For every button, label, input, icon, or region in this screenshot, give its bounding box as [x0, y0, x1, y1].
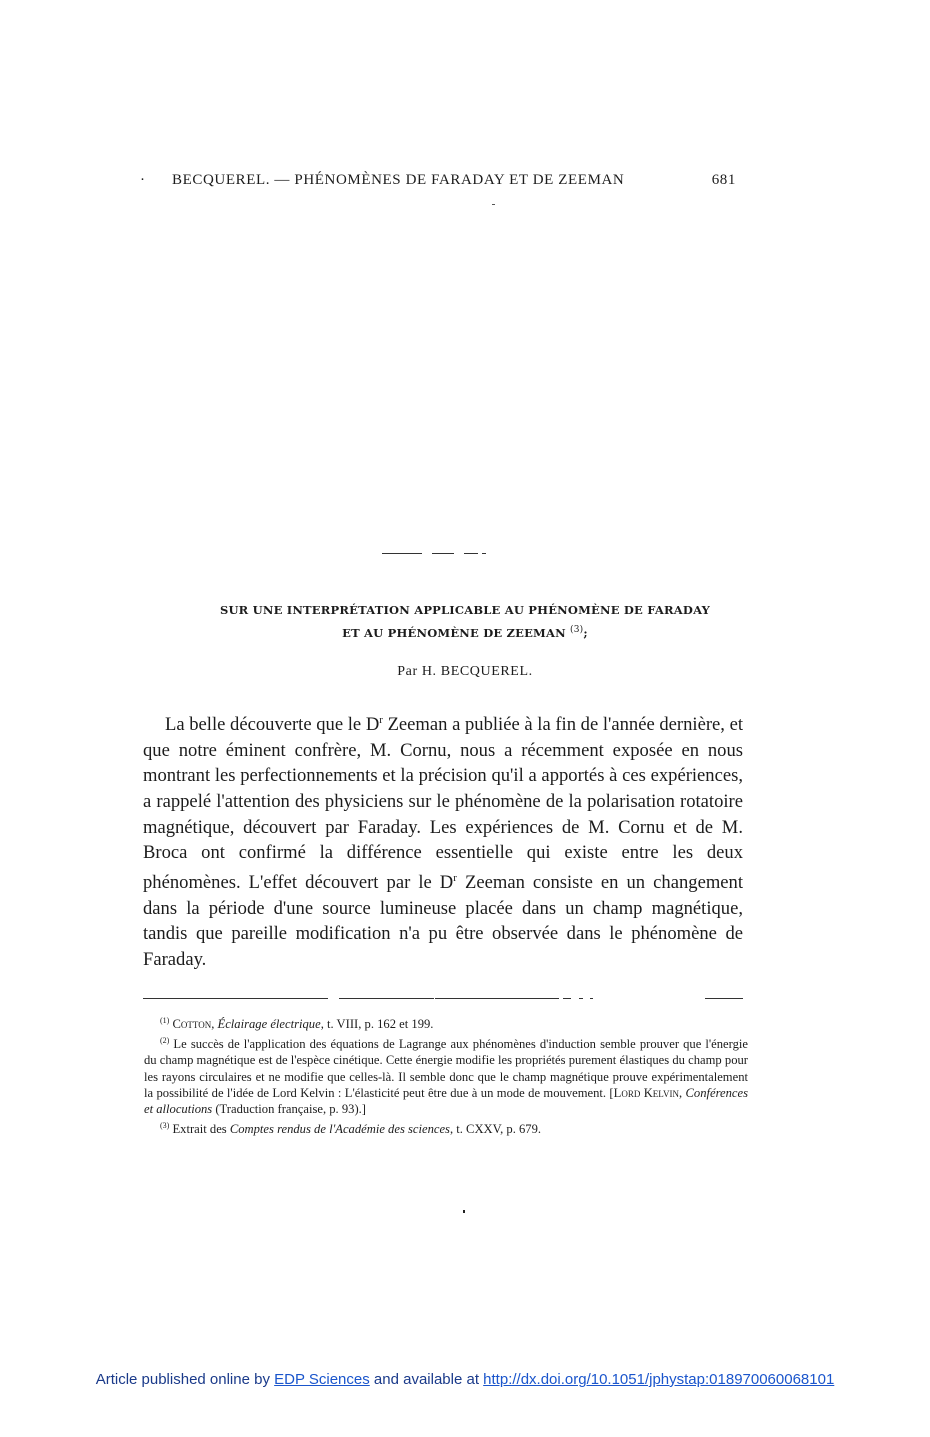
body-part-2: Zeeman a publiée à la fin de l'année dernière, et que notre éminent confrère, M. Cornu, nous a récemment exposée en nous montrant les perfectionnements et la précision qu'il a apportés à ces expériences, a rappelé l'attention des physiciens sur le phénomène de la polarisation rotatoire magnétique, découvert par Faraday. Les expériences de M. Cornu et de M. Broca ont confirmé la différence essentielle qui existe entre les deux phénomènes. L'effet découvert par le D — [143, 714, 743, 893]
article-title-line-2-text: ET AU PHÉNOMÈNE DE ZEEMAN — [342, 625, 566, 640]
footnote-1: $^{(1)}$ Cotton, Éclairage électrique, t. VIII, p. 162 et 199. — [160, 1016, 434, 1032]
body-sup-1: r — [379, 714, 383, 726]
footnote-3 — [160, 1118, 748, 1138]
footnote-2-work: Conférences et allocutions — [144, 1086, 749, 1117]
footnotes — [144, 1013, 749, 1137]
footnote-3-mark: (3) — [160, 1120, 170, 1130]
body-part-3: Zeeman consiste en un changement dans la période d'une source lumineuse placée dans un champ magnétique, tandis que pareille modification n'a pu être observée dans le phénomène de Faraday. — [143, 871, 743, 970]
article-title-line-1: SUR UNE INTERPRÉTATION APPLICABLE AU PHÉNOMÈNE DE FARADAY — [219, 603, 711, 617]
running-head — [140, 172, 740, 196]
footnote-3-lead: Extrait des — [169, 1122, 230, 1136]
footnote-2-rest: (Traduction française, p. 93).] — [212, 1102, 366, 1117]
running-head-bullet: · — [140, 172, 146, 188]
body-paragraph — [143, 708, 743, 972]
doi-link[interactable]: http://dx.doi.org/10.1051/jphystap:018970060068101 — [483, 1371, 835, 1388]
body-part-1: La belle découverte que le D — [165, 714, 380, 736]
footnote-1-work: Éclairage électrique — [217, 1017, 321, 1032]
footnote-3-rest: , t. CXXV, p. 679. — [449, 1122, 542, 1136]
footnote-1-author: Cotton — [172, 1017, 212, 1032]
running-head-mark — [492, 204, 495, 205]
footer-prefix: Article published online by — [95, 1371, 275, 1388]
footnote-1-rest: , t. VIII, p. 162 et 199. — [320, 1017, 434, 1032]
publication-footer — [0, 1371, 930, 1388]
byline: Par H. BECQUEREL. — [397, 664, 533, 679]
article-title-line-2 — [130, 620, 800, 643]
footer-middle: and available at — [369, 1371, 484, 1388]
title-trailing-punct: ; — [583, 625, 588, 640]
article-title — [130, 600, 800, 643]
body-sup-2: r — [453, 871, 457, 884]
page-number: 681 — [711, 172, 736, 188]
running-head-title: BECQUEREL. — PHÉNOMÈNES DE FARADAY ET DE ZEEMAN — [172, 172, 625, 188]
title-note-ref: (3) — [570, 625, 584, 635]
footnote-2-author: Lord Kelvin — [613, 1086, 679, 1100]
footnote-1-mark: (1) — [160, 1016, 170, 1025]
footnote-2-mark: (2) — [160, 1035, 170, 1045]
footnote-2: $^{(2)}$ Le succès de l'application des équations de Lagrange aux phénomènes d'induction semble prouver que l'énergie du champ magnétique est de l'espèce cinétique. Cette énergie modifie les propriétés purement élastiques du champ pour les rayons circulaires et ne modifie que celles-là. Il semble donc que le champ magnétique prouve expérimentalement la possibilité de l'idée de Lord Kelvin : L'élasticité peut être due à un mode de mouvement. [Lord Kelvin, Conférences et allocutions (Traduction française, p. 93).] — [144, 1035, 749, 1117]
section-ornament — [382, 553, 497, 555]
footnote-separator — [143, 998, 743, 1000]
footnote-2-text: Le succès de l'application des équations de Lagrange aux phénomènes d'induction semble prouver que l'énergie du champ magnétique est de l'espèce cinétique. Cette énergie modifie les propriétés purement élastiques du champ pour les rayons circulaires et ne modifie que celles-là. Il semble donc que le champ magnétique prouve expérimentalement la possibilité de l'idée de Lord Kelvin : L'élasticité peut être due à un mode de mouvement. [ — [144, 1036, 748, 1100]
edp-sciences-link[interactable]: EDP Sciences — [274, 1371, 370, 1388]
print-speck — [463, 1210, 465, 1213]
footnote-3-work: Comptes rendus de l'Académie des sciences — [229, 1122, 450, 1136]
